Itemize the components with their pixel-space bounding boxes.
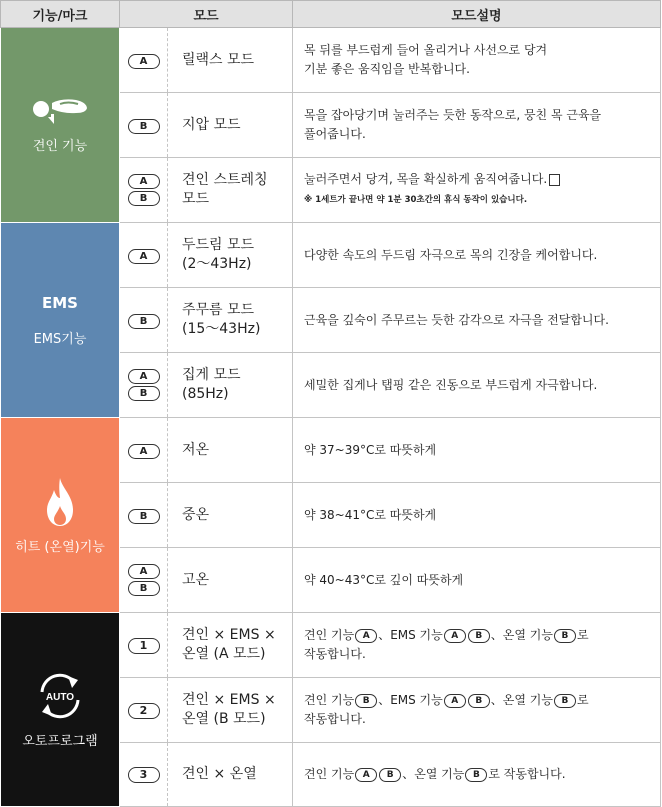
badge-cell xyxy=(120,353,168,418)
mode-name: 지압 모드 xyxy=(182,116,241,133)
desc-cell xyxy=(293,158,661,223)
auto-group-cell xyxy=(1,613,120,807)
mode-cell xyxy=(168,158,293,223)
desc-cell xyxy=(293,28,661,93)
header-row xyxy=(1,1,661,28)
desc-cell xyxy=(293,418,661,483)
mode-b-badge: B xyxy=(128,386,160,401)
mode-cell xyxy=(168,743,293,807)
table-row xyxy=(1,28,661,93)
mode-description: 눌러주면서 당겨, 목을 확실하게 움직여줍니다. xyxy=(304,172,548,186)
traction-group-cell xyxy=(1,28,120,223)
mode-description: 작동합니다. xyxy=(304,647,366,661)
header-mode: 모드 xyxy=(120,1,293,28)
mode-a-badge: A xyxy=(128,444,160,459)
mode-a-badge: A xyxy=(444,629,466,643)
mode-description: 목 뒤를 부드럽게 들어 올리거나 사선으로 당겨 xyxy=(304,43,548,57)
table-row xyxy=(1,418,661,483)
mode-b-badge: B xyxy=(128,119,160,134)
mode-cell xyxy=(168,418,293,483)
mode-b-badge: B xyxy=(355,694,377,708)
mode-a-badge: A xyxy=(355,768,377,782)
mode-name: 모드 xyxy=(182,191,210,207)
desc-segment: 견인 기능 xyxy=(304,628,355,642)
mode-description: 약 38~41°C로 따뜻하게 xyxy=(304,507,437,522)
traction-device-icon xyxy=(32,97,88,127)
header-desc: 모드설명 xyxy=(293,1,661,28)
header-func: 기능/마크 xyxy=(1,1,120,28)
mode-description: 약 37~39°C로 따뜻하게 xyxy=(304,442,437,457)
mode-b-badge: B xyxy=(379,768,401,782)
program-3-badge: 3 xyxy=(128,767,160,783)
mode-b-badge: B xyxy=(465,768,487,782)
mode-frequency: (15〜43Hz) xyxy=(182,321,261,337)
mode-name: 온열 (A 모드) xyxy=(182,646,266,662)
mode-name: 견인 × 온열 xyxy=(182,766,257,782)
desc-segment: 、EMS 기능 xyxy=(378,628,443,642)
checkbox-glyph-icon xyxy=(549,174,560,186)
mode-a-badge: A xyxy=(128,564,160,579)
mode-b-badge: B xyxy=(554,694,576,708)
desc-segment: 견인 기능 xyxy=(304,693,355,707)
mode-a-badge: A xyxy=(128,369,160,384)
mode-cell xyxy=(168,353,293,418)
mode-cell xyxy=(168,613,293,678)
desc-segment: 、온열 기능 xyxy=(490,628,553,642)
desc-cell xyxy=(293,223,661,288)
desc-cell xyxy=(293,613,661,678)
table-row xyxy=(1,223,661,288)
flame-icon xyxy=(43,476,77,528)
mode-a-badge: A xyxy=(128,249,160,264)
desc-segment: 、EMS 기능 xyxy=(378,693,443,707)
desc-segment: 로 xyxy=(576,693,589,707)
mode-frequency: (85Hz) xyxy=(182,386,229,402)
badge-cell xyxy=(120,158,168,223)
desc-cell xyxy=(293,548,661,613)
mode-b-badge: B xyxy=(554,629,576,643)
badge-cell xyxy=(120,613,168,678)
mode-name: 릴랙스 모드 xyxy=(182,51,255,68)
heat-group-cell xyxy=(1,418,120,613)
badge-cell xyxy=(120,743,168,807)
mode-name: 주무름 모드 xyxy=(182,302,255,318)
desc-cell xyxy=(293,483,661,548)
mode-cell xyxy=(168,483,293,548)
mode-name: 고온 xyxy=(182,571,210,588)
mode-b-badge: B xyxy=(468,629,490,643)
desc-segment: 견인 기능 xyxy=(304,767,355,781)
desc-cell xyxy=(293,743,661,807)
table-row xyxy=(1,613,661,678)
mode-cell xyxy=(168,223,293,288)
mode-cell xyxy=(168,93,293,158)
desc-cell xyxy=(293,288,661,353)
badge-cell xyxy=(120,548,168,613)
mode-a-badge: A xyxy=(444,694,466,708)
badge-cell xyxy=(120,483,168,548)
mode-description: 약 40~43°C로 깊이 따뜻하게 xyxy=(304,572,464,587)
mode-cell xyxy=(168,28,293,93)
mode-a-badge: A xyxy=(128,54,160,69)
ems-group-cell xyxy=(1,223,120,418)
auto-cycle-icon xyxy=(32,670,88,722)
badge-cell xyxy=(120,28,168,93)
desc-segment: 로 작동합니다. xyxy=(488,767,566,781)
mode-description: 작동합니다. xyxy=(304,712,366,726)
mode-name: 온열 (B 모드) xyxy=(182,711,266,727)
mode-description: 기분 좋은 움직임을 반복합니다. xyxy=(304,62,470,76)
program-2-badge: 2 xyxy=(128,703,160,719)
mode-name: 집게 모드 xyxy=(182,367,241,383)
mode-name: 저온 xyxy=(182,441,210,458)
badge-cell xyxy=(120,288,168,353)
mode-description: 다양한 속도의 두드림 자극으로 목의 긴장을 케어합니다. xyxy=(304,247,598,262)
mode-cell xyxy=(168,288,293,353)
rest-note: ※ 1세트가 끝나면 약 1분 30초간의 휴식 동작이 있습니다. xyxy=(304,195,528,205)
ems-mark: EMS xyxy=(42,293,78,312)
mode-description: 풀어줍니다. xyxy=(304,127,366,141)
desc-cell xyxy=(293,678,661,743)
mode-name: 두드림 모드 xyxy=(182,237,255,253)
mode-b-badge: B xyxy=(128,509,160,524)
auto-icon-text: AUTO xyxy=(45,692,75,703)
mode-cell xyxy=(168,548,293,613)
mode-description: 근육을 깊숙이 주무르는 듯한 감각으로 자극을 전달합니다. xyxy=(304,312,609,327)
mode-name: 견인 × EMS × xyxy=(182,627,276,643)
auto-group-label: 오토프로그램 xyxy=(22,734,98,749)
program-1-badge: 1 xyxy=(128,638,160,654)
mode-cell xyxy=(168,678,293,743)
desc-cell xyxy=(293,353,661,418)
mode-b-badge: B xyxy=(128,581,160,596)
mode-b-badge: B xyxy=(128,314,160,329)
mode-description: 세밀한 집게나 탭핑 같은 진동으로 부드럽게 자극합니다. xyxy=(304,377,598,392)
mode-a-badge: A xyxy=(128,174,160,189)
badge-cell xyxy=(120,418,168,483)
mode-b-badge: B xyxy=(128,191,160,206)
mode-a-badge: A xyxy=(355,629,377,643)
mode-name: 견인 × EMS × xyxy=(182,692,276,708)
desc-segment: 、온열 기능 xyxy=(402,767,465,781)
desc-segment: 、온열 기능 xyxy=(490,693,553,707)
badge-cell xyxy=(120,678,168,743)
mode-name: 중온 xyxy=(182,506,210,523)
heat-group-label: 히트 (온열)기능 xyxy=(15,539,105,555)
mode-b-badge: B xyxy=(468,694,490,708)
desc-segment: 로 xyxy=(576,628,589,642)
mode-frequency: (2〜43Hz) xyxy=(182,256,252,272)
traction-group-label: 견인 기능 xyxy=(32,138,88,154)
badge-cell xyxy=(120,93,168,158)
mode-description: 목을 잡아당기며 눌러주는 듯한 동작으로, 뭉친 목 근육을 xyxy=(304,108,602,122)
mode-name: 견인 스트레칭 xyxy=(182,172,268,188)
desc-cell xyxy=(293,93,661,158)
badge-cell xyxy=(120,223,168,288)
ems-group-label: EMS기능 xyxy=(33,331,87,347)
